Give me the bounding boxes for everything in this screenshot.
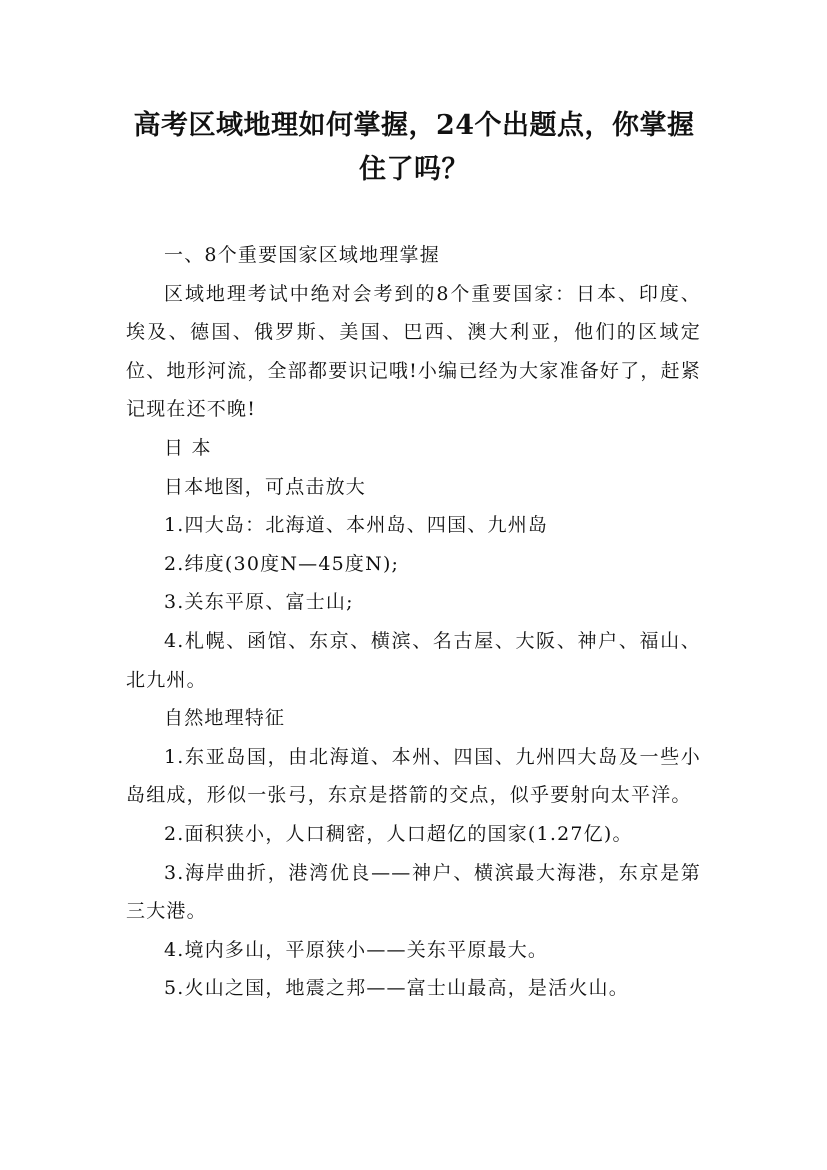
feature-item-island-country: 1.东亚岛国，由北海道、本州、四国、九州四大岛及一些小岛组成，形似一张弓，东京是搭箭的交点，似乎要射向太平洋。 bbox=[126, 745, 701, 807]
intro-paragraph: 区域地理考试中绝对会考到的8个重要国家：日本、印度、埃及、德国、俄罗斯、美国、巴西、澳大利亚，他们的区域定位、地形河流，全部都要识记哦!小编已经为大家准备好了，赶紧记现在还不晚! bbox=[126, 282, 701, 421]
list-item-islands: 1.四大岛：北海道、本州岛、四国、九州岛 bbox=[164, 514, 549, 537]
document-body bbox=[126, 236, 701, 1008]
feature-item-mountains: 4.境内多山，平原狭小——关东平原最大。 bbox=[164, 938, 549, 961]
document-title: 高考区域地理如何掌握，24个出题点，你掌握住了吗？ bbox=[133, 110, 695, 185]
list-item-plain-mountain: 3.关东平原、富士山; bbox=[164, 591, 354, 614]
feature-item-volcanoes: 5.火山之国，地震之邦——富士山最高，是活火山。 bbox=[164, 977, 629, 1000]
subsection-heading-natural-geography: 自然地理特征 bbox=[164, 707, 286, 730]
list-item-cities: 4.札幌、函馆、东京、横滨、名古屋、大阪、神户、福山、北九州。 bbox=[126, 629, 701, 691]
country-heading-japan: 日 本 bbox=[164, 436, 212, 459]
feature-item-coastline: 3.海岸曲折，港湾优良——神户、横滨最大海港，东京是第三大港。 bbox=[126, 861, 701, 923]
section-heading-japan-countries: 一、8个重要国家区域地理掌握 bbox=[164, 244, 440, 266]
feature-item-area-population: 2.面积狭小，人口稠密，人口超亿的国家(1.27亿)。 bbox=[164, 822, 633, 845]
map-caption: 日本地图，可点击放大 bbox=[164, 475, 367, 498]
list-item-latitude: 2.纬度(30度N—45度N); bbox=[164, 552, 400, 575]
